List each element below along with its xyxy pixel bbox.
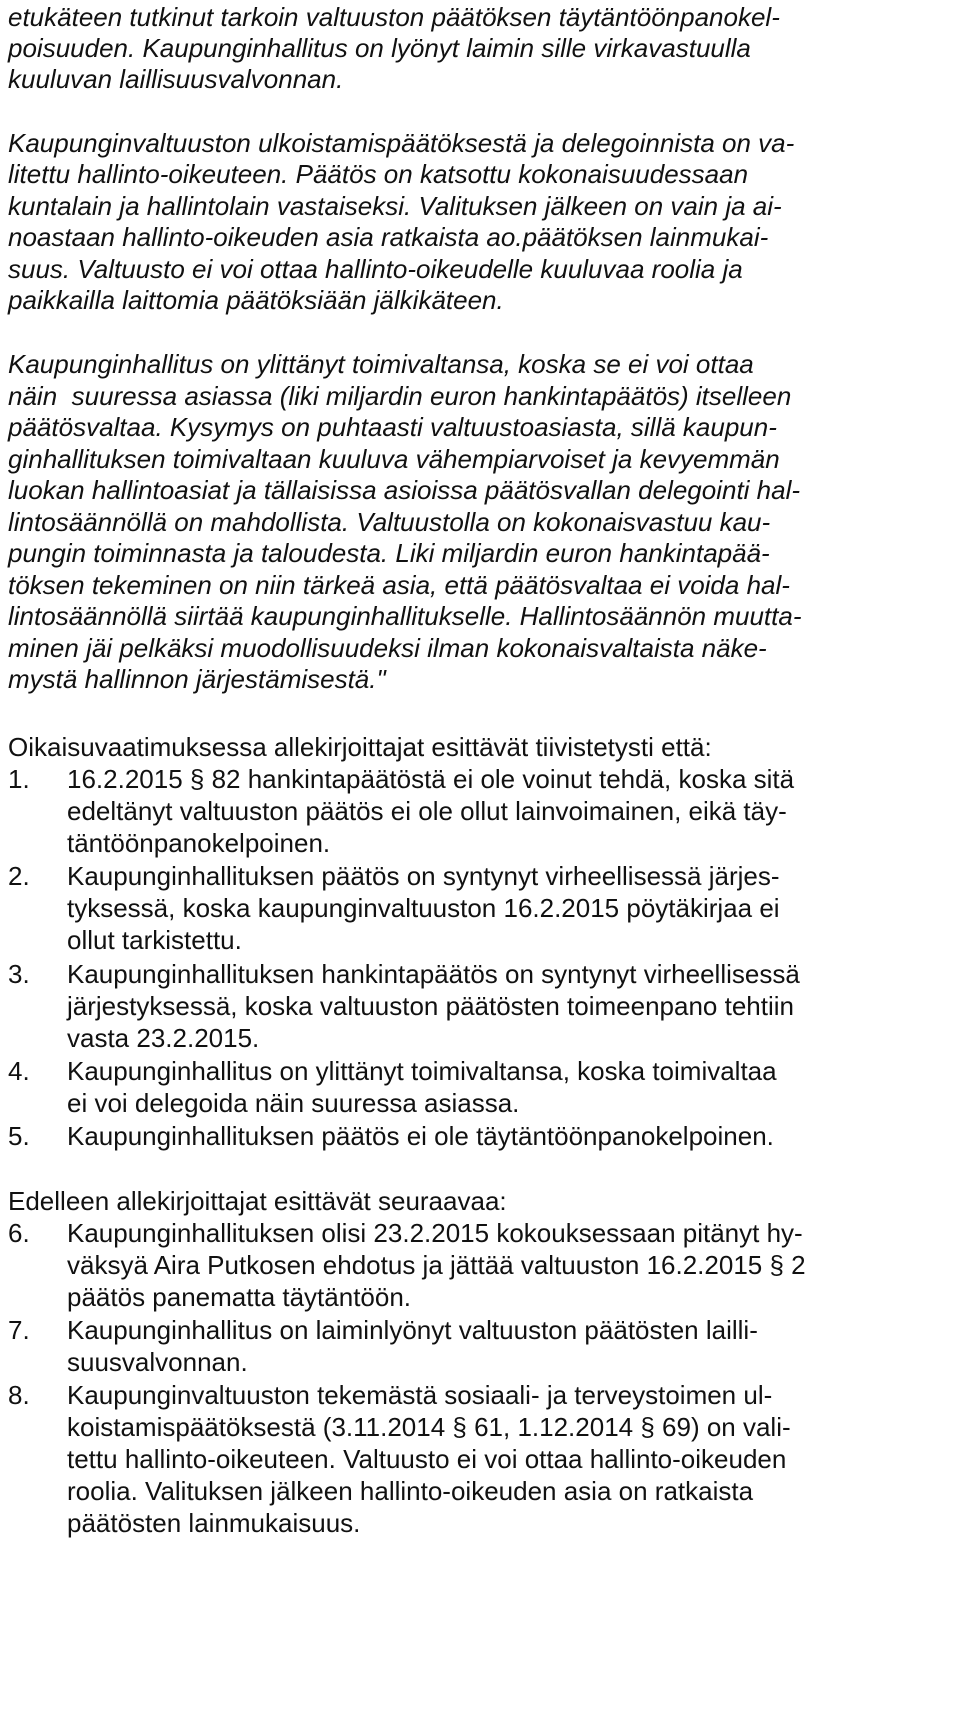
list-item-number: 6. [8,1218,30,1248]
text-line: suus. Valtuusto ei voi ottaa hallinto-oikeudelle kuuluvaa roolia ja [8,254,743,284]
text-line: kuuluvan laillisuusvalvonnan. [8,64,344,94]
text-line: poisuuden. Kaupunginhallitus on lyönyt laimin sille virkavastuulla [8,33,751,63]
text-line: päätösten lainmukaisuus. [67,1508,361,1538]
list-item-number: 1. [8,764,30,794]
text-line: tyksessä, koska kaupunginvaltuuston 16.2.2015 pöytäkirjaa ei [67,893,780,923]
text-line: järjestyksessä, koska valtuuston päätösten toimeenpano tehtiin [67,991,794,1021]
text-line: 16.2.2015 § 82 hankintapäätöstä ei ole voinut tehdä, koska sitä [67,764,795,794]
text-line: lintosäännöllä siirtää kaupunginhallitukselle. Hallintosäännön muutta- [8,601,802,631]
text-line: paikkailla laittomia päätöksiään jälkikäteen. [8,285,504,315]
list-intro-2: Edelleen allekirjoittajat esittävät seuraavaa: [8,1186,507,1216]
text-line: Kaupunginhallitus on ylittänyt toimivaltansa, koska se ei voi ottaa [8,349,754,379]
text-line: tettu hallinto-oikeuteen. Valtuusto ei voi ottaa hallinto-oikeuden [67,1444,787,1474]
text-line: päätös panematta täytäntöön. [67,1282,412,1312]
text-line: pungin toiminnasta ja taloudesta. Liki miljardin euron hankintapää- [8,538,770,568]
text-line: luokan hallintoasiat ja tällaisissa asioissa päätösvallan delegointi hal- [8,475,801,505]
text-line: päätösvaltaa. Kysymys on puhtaasti valtuustoasiasta, sillä kaupun- [8,412,777,442]
text-line: Kaupunginvaltuuston ulkoistamispäätöksestä ja delegoinnista on va- [8,128,795,158]
text-line: edeltänyt valtuuston päätös ei ole ollut lainvoimainen, eikä täy- [67,796,787,826]
text-line: ginhallituksen toimivaltaan kuuluva vähempiarvoiset ja kevyemmän [8,444,780,474]
text-line: Kaupunginhallituksen olisi 23.2.2015 kokouksessaan pitänyt hy- [67,1218,803,1248]
list-intro-1: Oikaisuvaatimuksessa allekirjoittajat esittävät tiivistetysti että: [8,732,712,762]
text-line: Kaupunginhallitus on laiminlyönyt valtuuston päätösten lailli- [67,1315,758,1345]
list-item-number: 8. [8,1380,30,1410]
text-line: suusvalvonnan. [67,1347,248,1377]
text-line: ei voi delegoida näin suuressa asiassa. [67,1088,520,1118]
text-line: lintosäännöllä on mahdollista. Valtuustolla on kokonaisvastuu kau- [8,507,771,537]
text-line: töksen tekeminen on niin tärkeä asia, että päätösvaltaa ei voida hal- [8,570,790,600]
list-item-number: 2. [8,861,30,891]
text-line: täntöönpanokelpoinen. [67,828,331,858]
text-line: koistamispäätöksestä (3.11.2014 § 61, 1.12.2014 § 69) on vali- [67,1412,791,1442]
text-line: Kaupunginhallitus on ylittänyt toimivaltansa, koska toimivaltaa [67,1056,777,1086]
text-line: Kaupunginhallituksen päätös on syntynyt virheellisessä järjes- [67,861,780,891]
list-item-number: 4. [8,1056,30,1086]
text-line: näin suuressa asiassa (liki miljardin euron hankintapäätös) itselleen [8,381,792,411]
text-line: minen jäi pelkäksi muodollisuudeksi ilman kokonaisvaltaista näke- [8,633,767,663]
text-line: mystä hallinnon järjestämisestä." [8,664,386,694]
text-line: litettu hallinto-oikeuteen. Päätös on katsottu kokonaisuudessaan [8,159,749,189]
list-item-number: 7. [8,1315,30,1345]
text-line: Kaupunginhallituksen hankintapäätös on syntynyt virheellisessä [67,959,800,989]
text-line: roolia. Valituksen jälkeen hallinto-oikeuden asia on ratkaista [67,1476,754,1506]
text-line: vasta 23.2.2015. [67,1023,260,1053]
list-item-number: 5. [8,1121,30,1151]
list-item-number: 3. [8,959,30,989]
text-line: Kaupunginhallituksen päätös ei ole täytäntöönpanokelpoinen. [67,1121,774,1151]
text-line: noastaan hallinto-oikeuden asia ratkaista ao.päätöksen lainmukai- [8,222,769,252]
text-line: Kaupunginvaltuuston tekemästä sosiaali- ja terveystoimen ul- [67,1380,773,1410]
text-line: etukäteen tutkinut tarkoin valtuuston päätöksen täytäntöönpanokel- [8,2,780,32]
text-line: ollut tarkistettu. [67,925,242,955]
text-line: kuntalain ja hallintolain vastaiseksi. Valituksen jälkeen on vain ja ai- [8,191,782,221]
text-line: väksyä Aira Putkosen ehdotus ja jättää valtuuston 16.2.2015 § 2 [67,1250,806,1280]
